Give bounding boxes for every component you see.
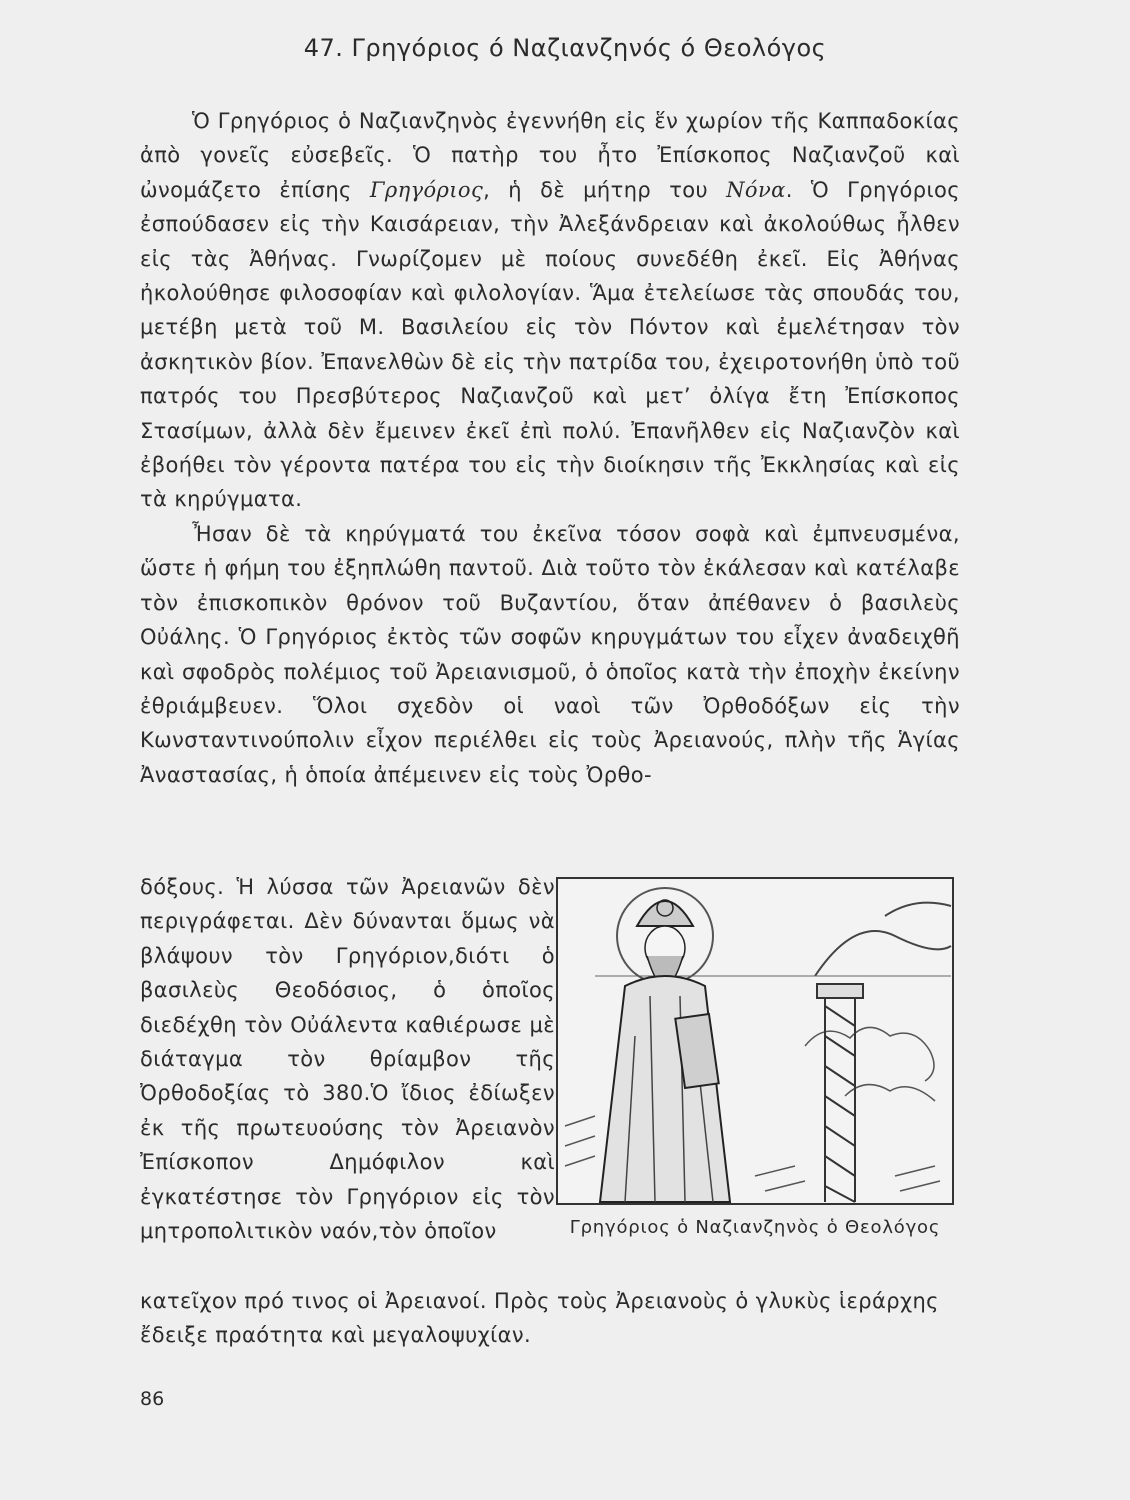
final-paragraph-lines: κατεῖχον πρό τινος οἱ Ἀρειανοί. Πρὸς τοὺς Ἀρειανοὺς ὁ γλυκὺς ἱεράρχης ἔδειξε πραότητα καὶ μεγαλοψυχίαν. (140, 1289, 939, 1348)
paragraph-2-continued-column: δόξους. Ἡ λύσσα τῶν Ἀρειανῶν δὲν περιγράφεται. Δὲν δύνανται ὅμως νὰ βλάψουν τὸν Γρηγόριον,διότι ὁ βασιλεὺς Θεοδόσιος, ὁ ὁποῖος διεδέχθη τὸν Οὐάλεντα καθιέρωσε μὲ διάταγμα τὸν θρίαμβον τῆς Ὀρθοδοξίας τὸ 380.Ὁ ἴδιος ἐδίωξεν ἐκ τῆς πρωτευούσης τὸν Ἀρειανὸν Ἐπίσκοπον Δημόφιλον καὶ ἐγκατέστησε τὸν Γρηγόριον εἰς τὸν μητροπολιτικὸν ναόν,τὸν ὁποῖον (140, 875, 555, 1244)
main-text-block (140, 104, 960, 792)
page-number: 86 (140, 1388, 165, 1410)
paragraph-1-part-a: Ὁ Γρηγόριος ὁ Ναζιανζηνὸς ἐγεννήθη εἰς ἕν χωρίον τῆς Καππαδοκίας ἀπὸ γονεῖς εὐσεβεῖς. Ὁ πατὴρ του ἦτο Ἐπίσκοπος Ναζιανζοῦ καὶ ὠνομάζετο ἐπίσης (140, 109, 960, 202)
mother-name: Νόνα (726, 177, 786, 202)
portrait-figure (555, 876, 955, 1242)
paragraph-1-part-c: . Ὁ Γρηγόριος ἐσπούδασεν εἰς τὴν Καισάρειαν, τὴν Ἀλεξάνδρειαν καὶ ἀκολούθως ἦλθεν εἰς τὰς Ἀθήνας. Γνωρίζομεν μὲ ποίους συνεδέθη ἐκεῖ. Εἰς Ἀθήνας ἠκολούθησε φιλοσοφίαν καὶ φιλολογίαν. Ἅμα ἐτελείωσε τὰς σπουδάς του, μετέβη μετὰ τοῦ Μ. Βασιλείου εἰς τὸν Πόντον καὶ ἐμελέτησαν τὸν ἀσκητικὸν βίον. Ἐπανελθὼν δὲ εἰς τὴν πατρίδα του, ἐχειροτονήθη ὑπὸ τοῦ πατρός του Πρεσβύτερος Ναζιανζοῦ καὶ μετ’ ὀλίγα ἔτη Ἐπίσκοπος Στασίμων, ἀλλὰ δὲν ἔμεινεν ἐκεῖ ἐπὶ πολύ. Ἐπανῆλθεν εἰς Ναζιανζὸν καὶ ἐβοήθει τὸν γέροντα πατέρα του εἰς τὴν διοίκησιν τῆς Ἐκκλησίας καὶ εἰς τὰ κηρύγματα. (140, 177, 960, 512)
paragraph-1 (140, 104, 960, 517)
saint-gregory-illustration (555, 876, 955, 1206)
paragraph-2: Ἦσαν δὲ τὰ κηρύγματά του ἐκεῖνα τόσον σοφὰ καὶ ἐμπνευσμένα, ὥστε ἡ φήμη του ἐξηπλώθη παντοῦ. Διὰ τοῦτο τὸν ἐκάλεσαν καὶ κατέλαβε τὸν ἐπισκοπικὸν θρόνον τοῦ Βυζαντίου, ὅταν ἀπέθανεν ὁ βασιλεὺς Οὐάλης. Ὁ Γρηγόριος ἐκτὸς τῶν σοφῶν κηρυγμάτων του εἶχεν ἀναδειχθῆ καὶ σφοδρὸς πολέμιος τοῦ Ἀρειανισμοῦ, ὁ ὁποῖος κατὰ τὴν ἐποχὴν ἐκείνην ἐθριάμβευεν. Ὅλοι σχεδὸν οἱ ναοὶ τῶν Ὀρθοδόξων εἰς τὴν Κωνσταντινούπολιν εἶχον περιέλθει εἰς τοὺς Ἀρειανούς, πλὴν τῆς Ἁγίας Ἀναστασίας, ἡ ὁποία ἀπέμεινεν εἰς τοὺς Ὀρθο- (140, 521, 960, 787)
paragraph-1-part-b: , ἡ δὲ μήτηρ του (483, 177, 727, 202)
figure-caption: Γρηγόριος ὁ Ναζιανζηνὸς ὁ Θεολόγος (569, 1217, 941, 1238)
chapter-title: 47. Γρηγόριος ό Ναζιανζηνός ό Θεολόγος (303, 34, 827, 62)
father-name: Γρηγόριος (369, 177, 484, 202)
